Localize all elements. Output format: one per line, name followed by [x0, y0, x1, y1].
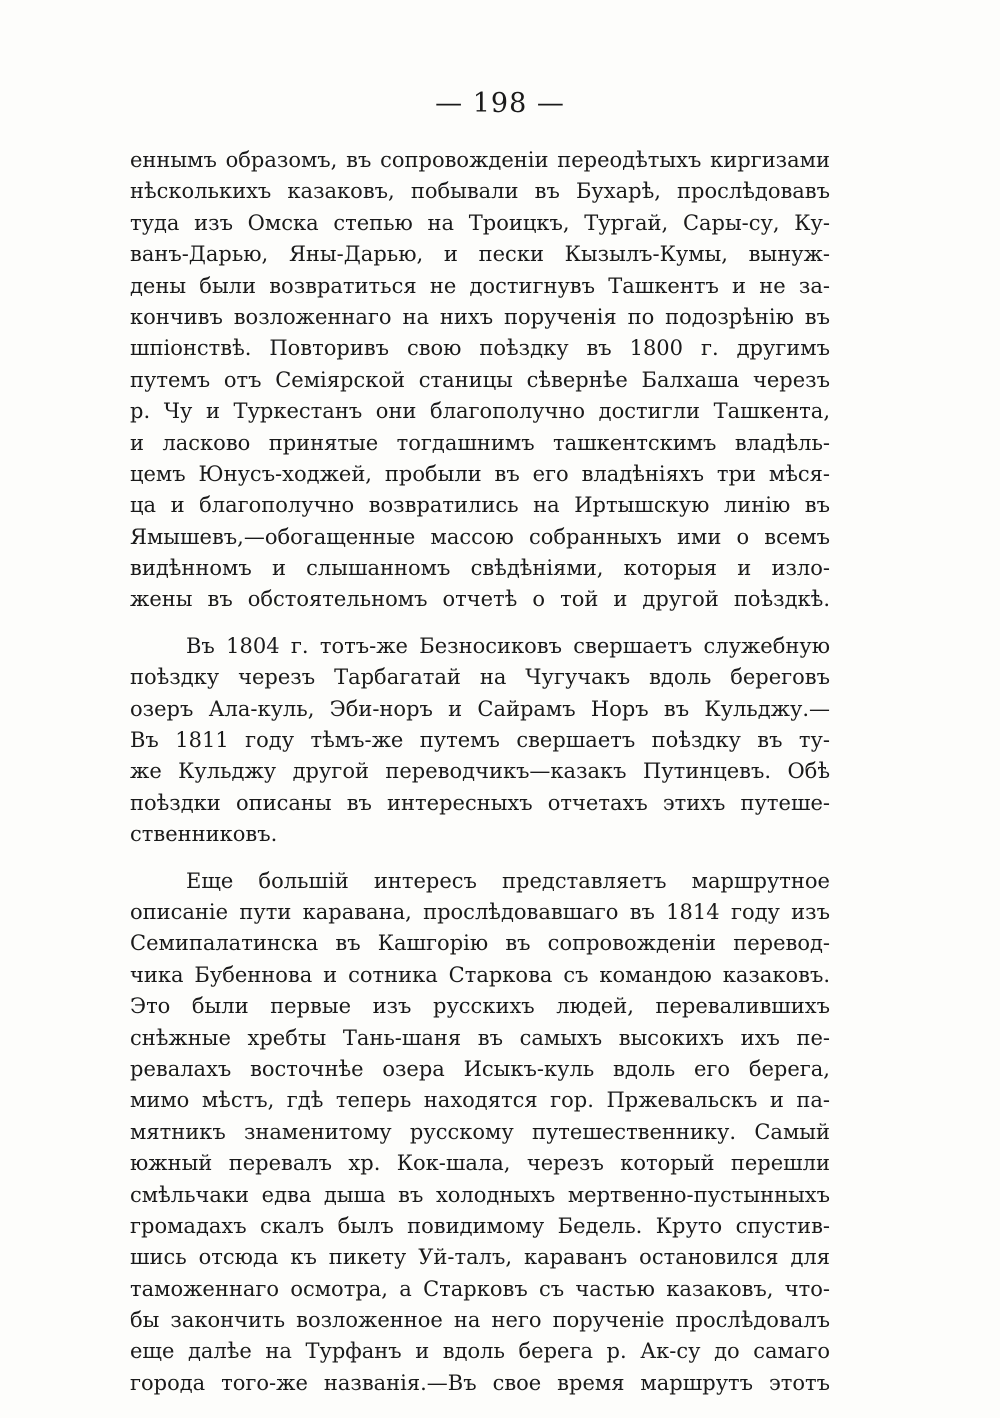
text-line: громадахъ скалъ былъ повидимому Бедель. Круто спустив-	[130, 1213, 830, 1238]
text-line: поѣздки описаны въ интересныхъ отчетахъ этихъ путеше-	[130, 790, 830, 815]
text-line: таможеннаго осмотра, а Старковъ съ частью казаковъ, что-	[130, 1276, 830, 1301]
text-line: бы закончить возложенное на него порученіе прослѣдовалъ	[130, 1308, 830, 1333]
text-line: поѣздку черезъ Тарбагатай на Чугучакъ вдоль береговъ	[130, 665, 830, 690]
text-line: дены были возвратиться не достигнувъ Ташкентъ и не за-	[130, 273, 830, 298]
text-line: Еще большій интересъ представляетъ маршрутное	[186, 868, 830, 893]
text-line: туда изъ Омска степью на Троицкъ, Тургай, Сары-су, Ку-	[130, 210, 830, 235]
text-line: описаніе пути каравана, прослѣдовавшаго въ 1814 году изъ	[130, 899, 830, 924]
text-line: мятникъ знаменитому русскому путешественнику. Самый	[130, 1119, 830, 1144]
text-line: Семипалатинска въ Кашгорію въ сопровожденіи перевод-	[130, 931, 830, 956]
body-text	[130, 145, 830, 1414]
text-line: же Кульджу другой переводчикъ—казакъ Путинцевъ. Обѣ	[130, 759, 830, 784]
text-line: ревалахъ восточнѣе озера Исыкъ-куль вдоль его берега,	[130, 1056, 830, 1081]
text-line: нѣсколькихъ казаковъ, побывали въ Бухарѣ, прослѣдовавъ	[130, 179, 830, 204]
text-line: цемъ Юнусъ-ходжей, пробыли въ его владѣніяхъ три мѣся-	[130, 461, 830, 486]
text-line: кончивъ возложеннаго на нихъ порученія по подозрѣнію въ	[130, 304, 830, 329]
text-line: еще далѣе на Турфанъ и вдоль берега р. Ак-су до самаго	[130, 1339, 830, 1364]
paragraph-2	[130, 631, 830, 851]
text-line: и ласково принятые тогдашнимъ ташкентскимъ владѣль-	[130, 430, 830, 455]
text-line: южный перевалъ хр. Кок-шала, черезъ который перешли	[130, 1151, 830, 1176]
text-line: чика Бубеннова и сотника Старкова съ командою казаковъ.	[130, 962, 830, 987]
text-line: Это были первые изъ русскихъ людей, перевалившихъ	[130, 994, 830, 1019]
text-line: Въ 1811 году тѣмъ-же путемъ свершаетъ поѣздку въ ту-	[130, 728, 830, 753]
text-line: путемъ отъ Семіярской станицы сѣвернѣе Балхаша черезъ	[130, 367, 830, 392]
text-line: ванъ-Дарью, Яны-Дарью, и пески Кызылъ-Кумы, вынуж-	[130, 242, 830, 267]
text-line: Въ 1804 г. тотъ-же Безносиковъ свершаетъ служебную	[186, 633, 830, 658]
paragraph-1	[130, 145, 830, 616]
text-line: видѣнномъ и слышанномъ свѣдѣніями, которыя и изло-	[130, 556, 830, 581]
text-line: Ямышевъ,—обогащенные массою собранныхъ ими о всемъ	[130, 524, 830, 549]
text-line: шись отсюда къ пикету Уй-талъ, караванъ остановился для	[130, 1245, 830, 1270]
text-line: города того-же названія.—Въ свое время маршрутъ этотъ	[130, 1370, 830, 1395]
text-line: озеръ Ала-куль, Эби-норъ и Сайрамъ Норъ въ Кульджу.—	[130, 696, 830, 721]
text-line: жены въ обстоятельномъ отчетѣ о той и другой поѣздкѣ.	[130, 587, 830, 612]
text-line: ственниковъ.	[130, 822, 278, 847]
text-line: мимо мѣстъ, гдѣ теперь находятся гор. Пржевальскъ и па-	[130, 1088, 830, 1113]
paragraph-3	[130, 866, 830, 1400]
text-line: смѣльчаки едва дыша въ холодныхъ мертвенно-пустынныхъ	[130, 1182, 830, 1207]
text-line: шпіонствѣ. Повторивъ свою поѣздку въ 1800 г. другимъ	[130, 336, 830, 361]
text-line: р. Чу и Туркестанъ они благополучно достигли Ташкента,	[130, 399, 830, 424]
text-line: снѣжные хребты Тань-шаня въ самыхъ высокихъ ихъ пе-	[130, 1025, 830, 1050]
page-number: — 198 —	[435, 88, 565, 119]
text-line: ца и благополучно возвратились на Иртышскую линію въ	[130, 493, 830, 518]
text-line: еннымъ образомъ, въ сопровожденіи переодѣтыхъ киргизами	[130, 148, 830, 172]
